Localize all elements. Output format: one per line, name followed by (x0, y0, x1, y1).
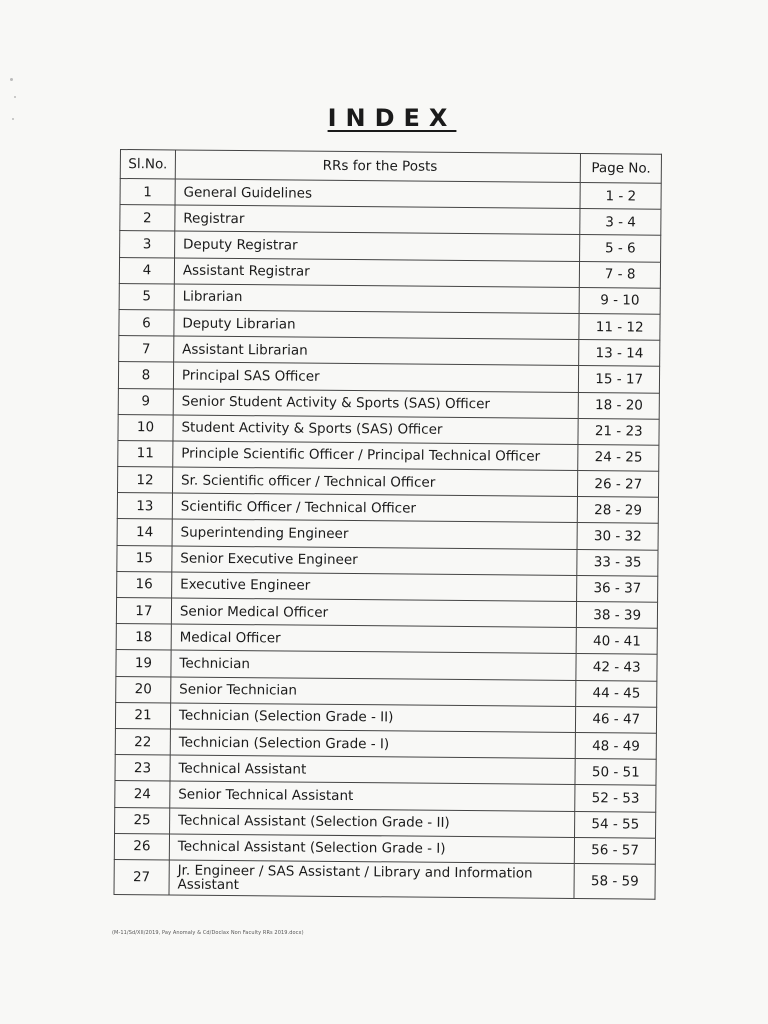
row-post: Senior Executive Engineer (172, 546, 578, 576)
row-post: Executive Engineer (171, 572, 577, 602)
row-post: Senior Technician (171, 677, 577, 707)
row-post: Jr. Engineer / SAS Assistant / Library and Information Assistant (169, 860, 575, 899)
row-page-no: 9 - 10 (580, 287, 661, 314)
header-page-no: Page No. (581, 154, 662, 184)
row-page-no: 52 - 53 (575, 785, 656, 812)
row-post: Registrar (175, 205, 581, 235)
row-sl-no: 10 (118, 414, 173, 441)
row-sl-no: 18 (116, 624, 171, 651)
index-table (113, 149, 661, 900)
scan-speck (10, 78, 13, 81)
row-sl-no: 1 (120, 179, 175, 206)
row-sl-no: 8 (118, 362, 173, 389)
row-sl-no: 6 (119, 309, 174, 336)
row-post: Student Activity & Sports (SAS) Officer (173, 415, 579, 445)
row-page-no: 30 - 32 (577, 523, 658, 550)
row-sl-no: 11 (118, 440, 173, 467)
row-sl-no: 27 (114, 859, 169, 894)
row-post: Technician (171, 650, 577, 680)
row-sl-no: 16 (117, 571, 172, 598)
row-page-no: 54 - 55 (575, 811, 656, 838)
row-post: Technical Assistant (Selection Grade - I) (169, 834, 575, 864)
row-sl-no: 21 (115, 702, 170, 729)
row-sl-no: 20 (116, 676, 171, 703)
row-post: Technician (Selection Grade - I) (170, 729, 576, 759)
row-sl-no: 9 (118, 388, 173, 415)
row-post: Deputy Registrar (174, 231, 580, 261)
row-post: Scientific Officer / Technical Officer (172, 493, 578, 523)
row-post: Senior Medical Officer (171, 598, 577, 628)
row-post: Technician (Selection Grade - II) (170, 703, 576, 733)
row-page-no: 40 - 41 (577, 628, 658, 655)
row-page-no: 42 - 43 (576, 654, 657, 681)
row-page-no: 36 - 37 (577, 575, 658, 602)
row-page-no: 5 - 6 (580, 235, 661, 262)
row-page-no: 24 - 25 (578, 444, 659, 471)
row-page-no: 44 - 45 (576, 680, 657, 707)
row-page-no: 38 - 39 (577, 602, 658, 629)
row-page-no: 48 - 49 (576, 732, 657, 759)
row-sl-no: 19 (116, 650, 171, 677)
header-sl-no: Sl.No. (120, 150, 175, 179)
row-post: Deputy Librarian (174, 310, 580, 340)
row-page-no: 3 - 4 (580, 209, 661, 236)
row-sl-no: 23 (115, 755, 170, 782)
row-page-no: 56 - 57 (575, 837, 656, 864)
row-page-no: 11 - 12 (579, 313, 660, 340)
row-sl-no: 22 (115, 728, 170, 755)
row-sl-no: 2 (120, 205, 175, 232)
row-sl-no: 5 (119, 283, 174, 310)
row-sl-no: 24 (115, 781, 170, 808)
row-page-no: 46 - 47 (576, 706, 657, 733)
row-post: Technical Assistant (170, 755, 576, 785)
row-sl-no: 17 (116, 597, 171, 624)
table-row (114, 859, 655, 899)
page-title: INDEX (327, 104, 457, 132)
row-post: Principle Scientific Officer / Principal Technical Officer (173, 441, 579, 471)
row-post: Librarian (174, 284, 580, 314)
row-page-no: 28 - 29 (578, 497, 659, 524)
file-reference-footnote: (M-11/Sd/XII/2019, Pay Anomaly & Cd/Doclax Non Faculty RRs 2019.docx) (112, 930, 304, 936)
row-post: Superintending Engineer (172, 519, 578, 549)
row-page-no: 21 - 23 (578, 418, 659, 445)
row-post: Assistant Registrar (174, 258, 580, 288)
scan-speck (14, 96, 16, 98)
row-sl-no: 14 (117, 519, 172, 546)
row-post: Technical Assistant (Selection Grade - II) (169, 807, 575, 837)
row-post: General Guidelines (175, 179, 581, 209)
row-page-no: 50 - 51 (575, 759, 656, 786)
row-post: Senior Student Activity & Sports (SAS) Officer (173, 388, 579, 418)
row-post: Medical Officer (171, 624, 577, 654)
header-post: RRs for the Posts (175, 150, 581, 183)
row-sl-no: 13 (117, 493, 172, 520)
row-page-no: 33 - 35 (577, 549, 658, 576)
row-page-no: 13 - 14 (579, 340, 660, 367)
row-page-no: 18 - 20 (579, 392, 660, 419)
row-page-no: 58 - 59 (574, 863, 655, 899)
row-sl-no: 26 (114, 833, 169, 860)
table-header-row (120, 150, 661, 184)
row-page-no: 7 - 8 (580, 261, 661, 288)
index-table-body (114, 179, 661, 900)
row-sl-no: 7 (119, 336, 174, 363)
row-sl-no: 15 (117, 545, 172, 572)
row-page-no: 26 - 27 (578, 471, 659, 498)
row-sl-no: 12 (118, 467, 173, 494)
row-post: Assistant Librarian (174, 336, 580, 366)
row-page-no: 15 - 17 (579, 366, 660, 393)
row-sl-no: 4 (119, 257, 174, 284)
row-sl-no: 3 (120, 231, 175, 258)
row-post: Sr. Scientific officer / Technical Officer (172, 467, 578, 497)
row-post: Senior Technical Assistant (170, 781, 576, 811)
row-page-no: 1 - 2 (580, 183, 661, 210)
row-post: Principal SAS Officer (173, 362, 579, 392)
row-sl-no: 25 (115, 807, 170, 834)
